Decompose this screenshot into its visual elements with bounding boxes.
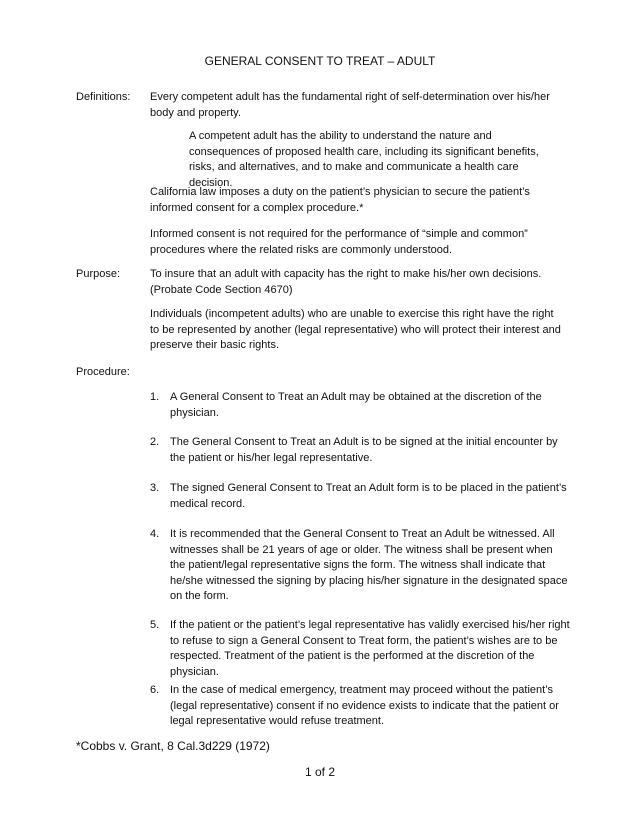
definitions-paragraph-3: California law imposes a duty on the patient’s physician to secure the patient’s informed consent for a complex procedure.* [150, 186, 530, 214]
page-number: 1 of 2 [304, 765, 336, 779]
definitions-paragraph-2: A competent adult has the ability to understand the nature and consequences of proposed health care, including its significant benefits, risks, and alternatives, and to make and communicate a health care decision. [189, 130, 539, 189]
purpose-paragraph-1: To insure that an adult with capacity has the right to make his/her own decisions. (Probate Code Section 4670) [150, 268, 542, 296]
procedure-item-number: 2. [150, 436, 160, 448]
procedure-item-text: The General Consent to Treat an Adult is to be signed at the initial encounter by the patient or his/her legal representative. [170, 436, 558, 464]
procedure-item-text: A General Consent to Treat an Adult may be obtained at the discretion of the physician. [170, 391, 542, 419]
purpose-label: Purpose: [76, 268, 121, 280]
procedure-item-number: 3. [150, 482, 160, 494]
procedure-item-text: The signed General Consent to Treat an Adult form is to be placed in the patient’s medical record. [170, 482, 567, 510]
procedure-item-text: If the patient or the patient’s legal representative has validly exercised his/her right to refuse to sign a General Consent to Treat form, the patient’s wishes are to be respected. Treatment of the patient is the performed at the discretion of the physician. [170, 619, 570, 678]
procedure-item-text: It is recommended that the General Consent to Treat an Adult be witnessed. All witnesses shall be 21 years of age or older. The witness shall be present when the patient/legal representative signs the form. The witness shall indicate that he/she witnessed the signing by placing his/her signature in the designated space on the form. [170, 528, 568, 602]
procedure-item-number: 1. [150, 391, 160, 403]
definitions-label: Definitions: [76, 91, 131, 103]
footnote: *Cobbs v. Grant, 8 Cal.3d229 (1972) [76, 739, 270, 753]
procedure-label: Procedure: [76, 366, 130, 378]
definitions-paragraph-1: Every competent adult has the fundamental right of self-determination over his/her body and property. [150, 91, 550, 119]
procedure-item-number: 5. [150, 619, 160, 631]
document-title: GENERAL CONSENT TO TREAT – ADULT [204, 54, 436, 68]
definitions-paragraph-4: Informed consent is not required for the performance of “simple and common” procedures where the related risks are commonly understood. [150, 228, 528, 256]
procedure-item-number: 4. [150, 528, 160, 540]
procedure-item-text: In the case of medical emergency, treatment may proceed without the patient’s (legal representative) consent if no evidence exists to indicate that the patient or legal representative would refuse treatment. [170, 684, 559, 727]
procedure-item-number: 6. [150, 684, 160, 696]
purpose-paragraph-2: Individuals (incompetent adults) who are unable to exercise this right have the right to be represented by another (legal representative) who will protect their interest and preserve their basic rights. [150, 308, 561, 351]
